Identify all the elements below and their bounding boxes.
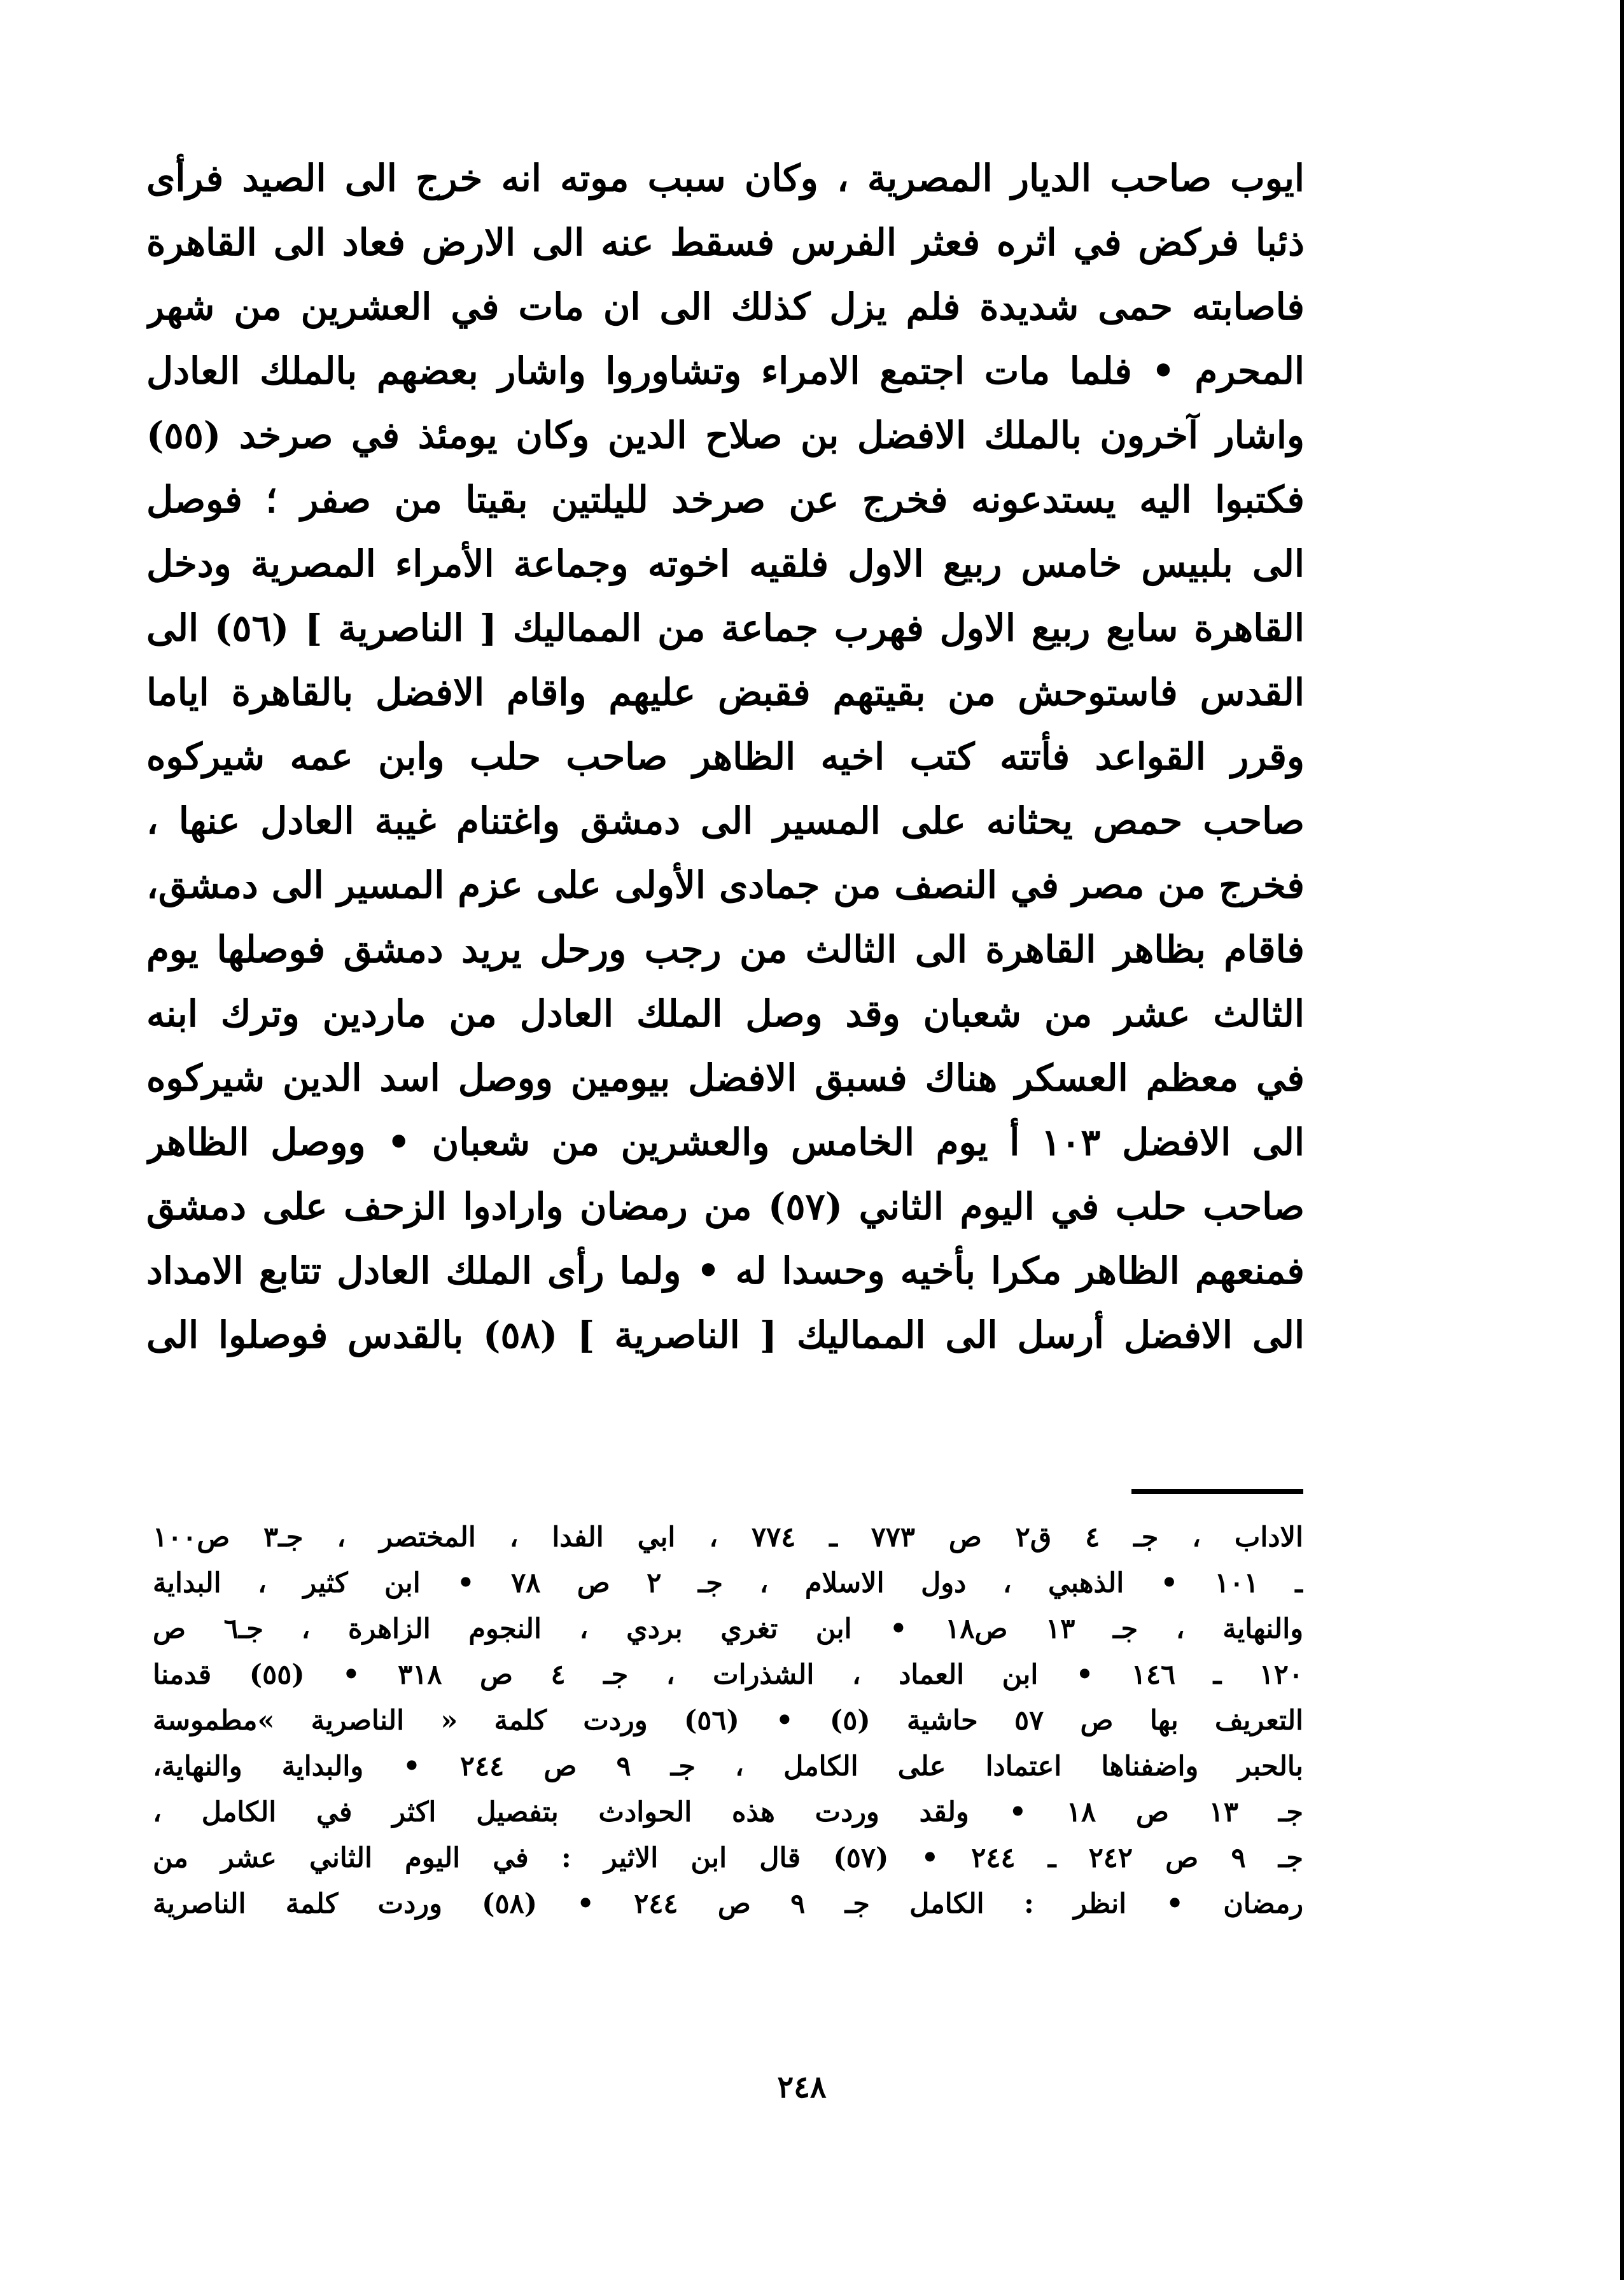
text-line: القدس فاستوحش من بقيتهم فقبض عليهم واقام الافضل بالقاهرة اياما — [146, 671, 1305, 714]
footnote-line: جـ ١٣ ص ١٨ • ولقد وردت هذه الحوادث بتفصيل اكثر في الكامل ، — [153, 1796, 1303, 1828]
page-edge — [1620, 0, 1624, 2280]
footnote-line: جـ ٩ ص ٢٤٢ ـ ٢٤٤ • (٥٧) قال ابن الاثير : في اليوم الثاني عشر من — [153, 1842, 1303, 1874]
footnote-separator — [1131, 1489, 1303, 1494]
footnote-line: ـ ١٠١ • الذهبي ، دول الاسلام ، جـ ٢ ص ٧٨ • ابن كثير ، البداية — [153, 1567, 1303, 1599]
footnotes — [153, 1514, 1303, 1927]
text-line: واشار آخرون بالملك الافضل بن صلاح الدين وكان يومئذ في صرخد (٥٥) — [146, 414, 1305, 457]
footnote-line: رمضان • انظر : الكامل جـ ٩ ص ٢٤٤ • (٥٨) وردت كلمة الناصرية — [153, 1888, 1303, 1920]
text-line: الى الافضل ١٠٣ أ يوم الخامس والعشرين من شعبان • ووصل الظاهر — [146, 1121, 1305, 1164]
footnote-line: بالحبر واضفناها اعتمادا على الكامل ، جـ ٩ ص ٢٤٤ • والبداية والنهاية، — [153, 1751, 1303, 1782]
text-line: في معظم العسكر هناك فسبق الافضل بيومين ووصل اسد الدين شيركوه — [146, 1056, 1305, 1100]
text-line: وقرر القواعد فأتته كتب اخيه الظاهر صاحب حلب وابن عمه شيركوه — [146, 735, 1305, 778]
text-line: الى الافضل أرسل الى المماليك [ الناصرية ] (٥٨) بالقدس فوصلوا الى — [146, 1313, 1305, 1357]
text-line: فاصابته حمى شديدة فلم يزل كذلك الى ان مات في العشرين من شهر — [146, 285, 1305, 328]
text-line: القاهرة سابع ربيع الاول فهرب جماعة من المماليك [ الناصرية ] (٥٦) الى — [146, 606, 1305, 650]
footnote-line: ١٢٠ ـ ١٤٦ • ابن العماد ، الشذرات ، جـ ٤ ص ٣١٨ • (٥٥) قدمنا — [153, 1659, 1303, 1691]
text-line: صاحب حمص يحثانه على المسير الى دمشق واغتنام غيبة العادل عنها ، — [146, 799, 1305, 843]
footnote-line: الاداب ، جـ ٤ ق٢ ص ٧٧٣ ـ ٧٧٤ ، ابي الفدا ، المختصر ، جـ٣ ص١٠٠ — [153, 1521, 1303, 1553]
text-line: ذئبا فركض في اثره فعثر الفرس فسقط عنه الى الارض فعاد الى القاهرة — [146, 221, 1305, 264]
text-line: ايوب صاحب الديار المصرية ، وكان سبب موته انه خرج الى الصيد فرأى — [146, 157, 1305, 200]
text-line: الى بلبيس خامس ربيع الاول فلقيه اخوته وجماعة الأمراء المصرية ودخل — [146, 542, 1305, 585]
text-line: صاحب حلب في اليوم الثاني (٥٧) من رمضان وارادوا الزحف على دمشق — [146, 1185, 1305, 1228]
page-number: ٢٤٨ — [777, 2069, 827, 2105]
text-line: فاقام بظاهر القاهرة الى الثالث من رجب ورحل يريد دمشق فوصلها يوم — [146, 928, 1305, 971]
text-line: فخرج من مصر في النصف من جمادى الأولى على عزم المسير الى دمشق، — [146, 864, 1305, 907]
text-line: فمنعهم الظاهر مكرا بأخيه وحسدا له • ولما رأى الملك العادل تتابع الامداد — [146, 1249, 1305, 1292]
main-text — [146, 146, 1305, 1367]
footnote-line: التعريف بها ص ٥٧ حاشية (٥) • (٥٦) وردت كلمة « الناصرية »مطموسة — [153, 1705, 1303, 1737]
text-line: المحرم • فلما مات اجتمع الامراء وتشاوروا واشار بعضهم بالملك العادل — [146, 349, 1305, 393]
text-line: فكتبوا اليه يستدعونه فخرج عن صرخد لليلتين بقيتا من صفر ؛ فوصل — [146, 478, 1305, 521]
footnote-line: والنهاية ، جـ ١٣ ص١٨ • ابن تغري بردي ، النجوم الزاهرة ، جـ٦ ص — [153, 1613, 1303, 1645]
text-line: الثالث عشر من شعبان وقد وصل الملك العادل من ماردين وترك ابنه — [146, 992, 1305, 1035]
